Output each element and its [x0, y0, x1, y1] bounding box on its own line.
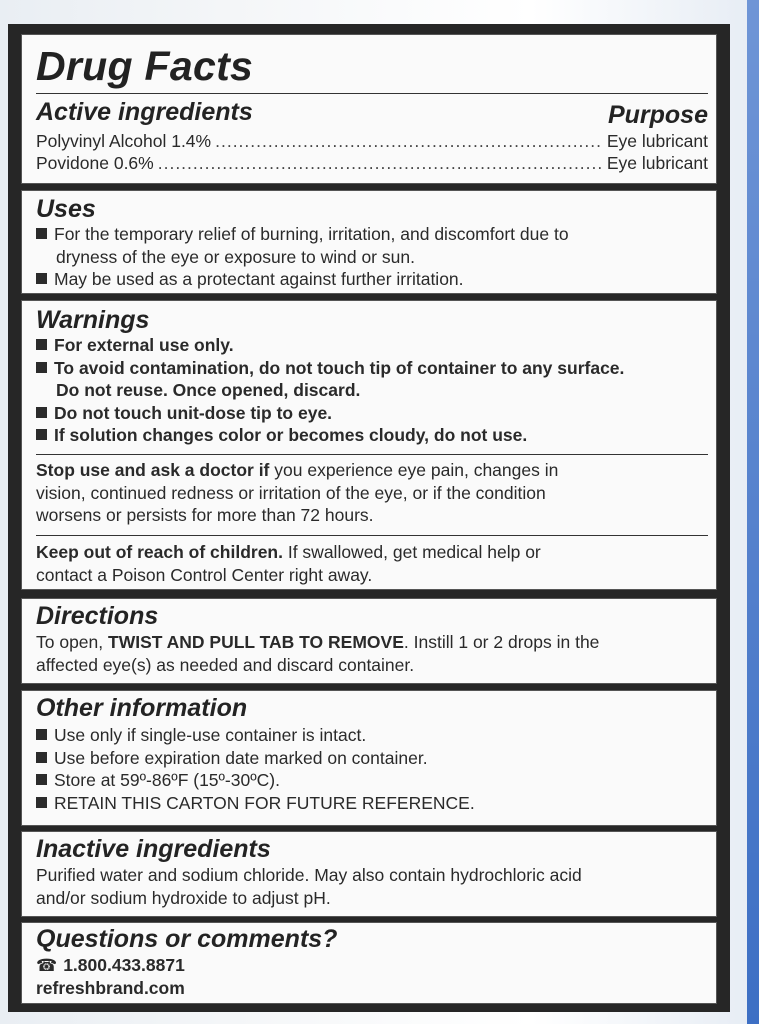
directions-line: To open,	[36, 632, 108, 652]
inactive-ingredients-panel	[21, 831, 717, 917]
directions-bold: TWIST AND PULL TAB TO REMOVE	[108, 632, 404, 652]
phone-icon: ☎	[36, 956, 58, 975]
stop-use-text	[36, 459, 558, 527]
stop-use-line: vision, continued redness or irritation of the eye, or if the condition	[36, 482, 546, 503]
other-item-text: Use before expiration date marked on container.	[54, 747, 428, 768]
carton-edge	[747, 0, 759, 1024]
website-link[interactable]: refreshbrand.com	[36, 978, 185, 998]
bullet-icon	[36, 774, 47, 785]
inactive-line: Purified water and sodium chloride. May also contain hydrochloric acid	[36, 865, 582, 885]
warning-item-text: For external use only.	[54, 335, 234, 355]
bullet-icon	[36, 228, 47, 239]
drug-facts-title: Drug Facts	[36, 43, 254, 89]
uses-item-text: For the temporary relief of burning, irritation, and discomfort due to	[54, 224, 569, 244]
leader-dots	[215, 130, 603, 152]
uses-heading: Uses	[36, 195, 96, 223]
stop-use-line: you experience eye pain, changes in	[269, 460, 559, 480]
bullet-icon	[36, 752, 47, 763]
bullet-icon	[36, 729, 47, 740]
ingredient-row	[36, 130, 708, 152]
uses-item-text: May be used as a protectant against further irritation.	[54, 269, 464, 289]
stop-use-line: worsens or persists for more than 72 hours.	[36, 505, 374, 525]
inactive-line: and/or sodium hydroxide to adjust pH.	[36, 887, 331, 908]
questions-panel	[21, 922, 717, 1004]
directions-text	[36, 631, 599, 676]
other-information-list	[36, 724, 475, 814]
active-ingredients-panel	[21, 34, 717, 184]
drug-facts-label	[8, 24, 730, 1012]
purpose-heading: Purpose	[607, 101, 708, 129]
warning-item-text: Do not touch unit-dose tip to eye.	[54, 402, 333, 423]
bullet-icon	[36, 273, 47, 284]
phone-number[interactable]: 1.800.433.8871	[63, 955, 185, 975]
ingredient-name: Povidone 0.6%	[36, 153, 154, 173]
ingredient-purpose: Eye lubricant	[606, 153, 708, 173]
directions-line: . Instill 1 or 2 drops in the	[403, 632, 600, 652]
directions-panel	[21, 598, 717, 684]
other-information-panel	[21, 690, 717, 826]
directions-heading: Directions	[36, 602, 159, 630]
bullet-icon	[36, 407, 47, 418]
keep-out-line: contact a Poison Control Center right away.	[36, 564, 373, 585]
other-information-heading: Other information	[36, 694, 248, 722]
other-item-text: RETAIN THIS CARTON FOR FUTURE REFERENCE.	[54, 792, 475, 813]
ingredient-purpose: Eye lubricant	[606, 131, 708, 151]
bullet-icon	[36, 429, 47, 440]
bullet-icon	[36, 362, 47, 373]
active-ingredients-heading: Active ingredients	[36, 98, 253, 126]
keep-out-bold: Keep out of reach of children.	[36, 542, 283, 562]
uses-list	[36, 223, 569, 291]
other-item-text: Use only if single-use container is intact.	[54, 725, 367, 745]
ingredient-list	[36, 130, 708, 174]
ingredient-row	[36, 152, 708, 174]
ingredient-name: Polyvinyl Alcohol 1.4%	[36, 131, 212, 151]
warnings-list	[36, 334, 624, 447]
keep-out-line: If swallowed, get medical help or	[282, 542, 541, 562]
warnings-divider	[36, 535, 708, 536]
bullet-icon	[36, 339, 47, 350]
phone-line	[36, 954, 185, 978]
other-item-text: Store at 59º-86ºF (15º-30ºC).	[54, 770, 280, 790]
keep-out-text	[36, 541, 541, 586]
warnings-heading: Warnings	[36, 306, 150, 334]
questions-heading: Questions or comments?	[36, 925, 338, 953]
stop-use-bold: Stop use and ask a doctor if	[36, 460, 270, 480]
warnings-divider	[36, 454, 708, 455]
directions-line: affected eye(s) as needed and discard container.	[36, 654, 415, 675]
bullet-icon	[36, 797, 47, 808]
inactive-ingredients-heading: Inactive ingredients	[36, 835, 271, 863]
leader-dots	[158, 152, 603, 174]
warning-item-text: Do not reuse. Once opened, discard.	[56, 380, 361, 400]
warnings-panel	[21, 300, 717, 590]
inactive-ingredients-text	[36, 864, 582, 909]
uses-panel	[21, 190, 717, 294]
warning-item-text: If solution changes color or becomes cloudy, do not use.	[54, 425, 528, 445]
title-rule	[36, 93, 708, 94]
warning-item-text: To avoid contamination, do not touch tip of container to any surface.	[54, 357, 625, 378]
uses-item-text: dryness of the eye or exposure to wind or sun.	[56, 246, 415, 267]
